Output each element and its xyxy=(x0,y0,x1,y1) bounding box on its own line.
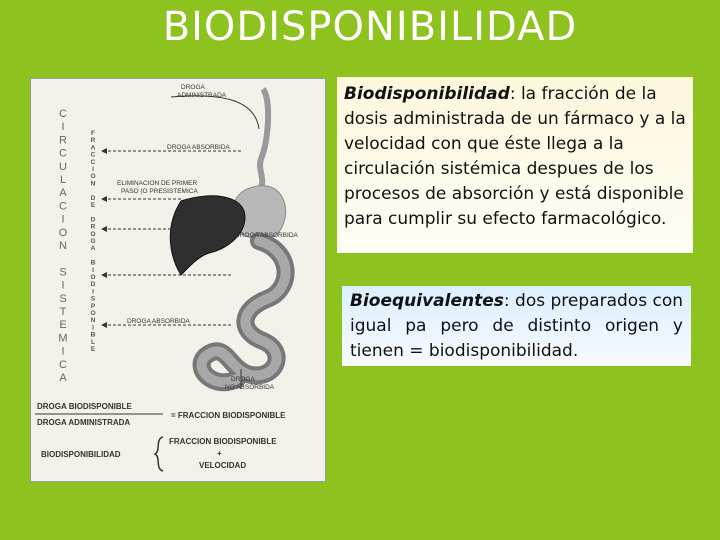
vertical-letter: C xyxy=(59,147,67,160)
vertical-letter: E xyxy=(59,319,67,332)
vertical-letter: U xyxy=(59,160,67,173)
vertical-label-fraccion-biodisponible xyxy=(90,130,95,353)
label-droga-absorbida-mid: DROGA ABSORBIDA xyxy=(235,232,298,239)
formula-bio-label: BIODISPONIBILIDAD xyxy=(41,450,121,459)
vertical-letter: N xyxy=(90,180,96,188)
vertical-letter: N xyxy=(59,240,67,252)
vertical-letter: R xyxy=(90,137,96,145)
vertical-letter: O xyxy=(90,310,96,317)
label-eliminacion-2: PASO (O PRESISTEMICA xyxy=(121,188,198,195)
slide-title: BIODISPONIBILIDAD xyxy=(162,4,578,50)
vertical-letter: P xyxy=(90,302,96,310)
vertical-letter: F xyxy=(91,130,95,137)
vertical-letter: I xyxy=(92,288,94,296)
vertical-letter: S xyxy=(59,266,67,279)
vertical-letter: I xyxy=(61,345,65,358)
label-droga-absorbida-low: DROGA ABSORBIDA xyxy=(127,318,190,325)
formula-result: = FRACCION BIODISPONIBLE xyxy=(171,411,286,420)
liver-shape xyxy=(170,196,245,275)
label-eliminacion-1: ELIMINACION DE PRIMER xyxy=(117,180,198,187)
vertical-letter: C xyxy=(90,151,96,159)
definition-text: : la fracción de la dosis administrada de un fármaco y a la velocidad con que éste llega a la circulación sistémica despues de los procesos de absorción y está disponible para cumplir su efecto farmacológico. xyxy=(344,84,686,229)
formula-numerator: DROGA BIODISPONIBLE xyxy=(37,402,132,411)
vertical-letter: E xyxy=(90,346,96,353)
vertical-letter: E xyxy=(90,202,96,209)
bioequivalence-text: : dos preparados con igual pa pero de distinto origen y tienen = biodisponibilidad. xyxy=(350,291,683,361)
esophagus-shape xyxy=(259,89,268,191)
label-no-absorbida-2: NO ABSORBIDA xyxy=(225,384,275,391)
vertical-letter: I xyxy=(92,266,94,274)
formula-bio-line1: FRACCION BIODISPONIBLE xyxy=(169,437,277,446)
vertical-letter: M xyxy=(58,332,68,345)
vertical-letter: O xyxy=(90,230,96,238)
vertical-letter: B xyxy=(90,259,96,267)
vertical-letter: D xyxy=(90,216,96,224)
vertical-letter: O xyxy=(90,173,96,181)
vertical-label-circulacion-sistemica xyxy=(58,108,67,384)
vertical-letter: I xyxy=(61,213,65,226)
vertical-letter: L xyxy=(59,174,67,186)
vertical-letter: R xyxy=(59,134,67,147)
label-no-absorbida-1: DROGA xyxy=(231,376,255,383)
vertical-letter: S xyxy=(90,295,96,303)
formula-bio-plus: + xyxy=(217,449,222,458)
vertical-letter: S xyxy=(59,292,67,305)
vertical-letter: A xyxy=(59,187,67,200)
vertical-letter: D xyxy=(90,194,96,202)
vertical-letter: C xyxy=(59,200,67,213)
definition-term: Biodisponibilidad xyxy=(344,84,510,104)
vertical-letter: D xyxy=(90,281,96,289)
bioequivalence-box xyxy=(342,286,691,366)
vertical-letter: L xyxy=(91,338,95,346)
definition-box xyxy=(337,77,693,253)
label-droga-administrada-1: DROGA xyxy=(181,84,205,91)
vertical-letter: C xyxy=(90,158,96,166)
vertical-letter: O xyxy=(90,274,96,281)
label-droga-absorbida-top: DROGA ABSORBIDA xyxy=(167,144,230,151)
vertical-letter: N xyxy=(90,317,96,325)
vertical-letter: T xyxy=(59,306,67,318)
vertical-letter: I xyxy=(61,279,65,292)
label-droga-administrada-2: ADMINISTRADA xyxy=(177,92,227,99)
formula-denominator: DROGA ADMINISTRADA xyxy=(37,418,131,427)
vertical-letter: A xyxy=(90,245,96,253)
vertical-letter: C xyxy=(59,358,67,371)
bioequivalence-term: Bioequivalentes xyxy=(350,291,504,311)
vertical-letter: O xyxy=(58,226,68,239)
vertical-letter: A xyxy=(59,372,67,384)
vertical-letter: I xyxy=(92,166,94,173)
formula-bio-line2: VELOCIDAD xyxy=(199,461,247,470)
vertical-letter: A xyxy=(90,144,96,152)
vertical-letter: I xyxy=(92,324,94,332)
vertical-letter: B xyxy=(90,331,96,339)
vertical-letter: I xyxy=(61,121,65,134)
vertical-letter: R xyxy=(90,223,96,231)
bioavailability-diagram xyxy=(30,78,326,482)
vertical-letter: C xyxy=(59,108,67,120)
vertical-letter: G xyxy=(90,238,96,245)
